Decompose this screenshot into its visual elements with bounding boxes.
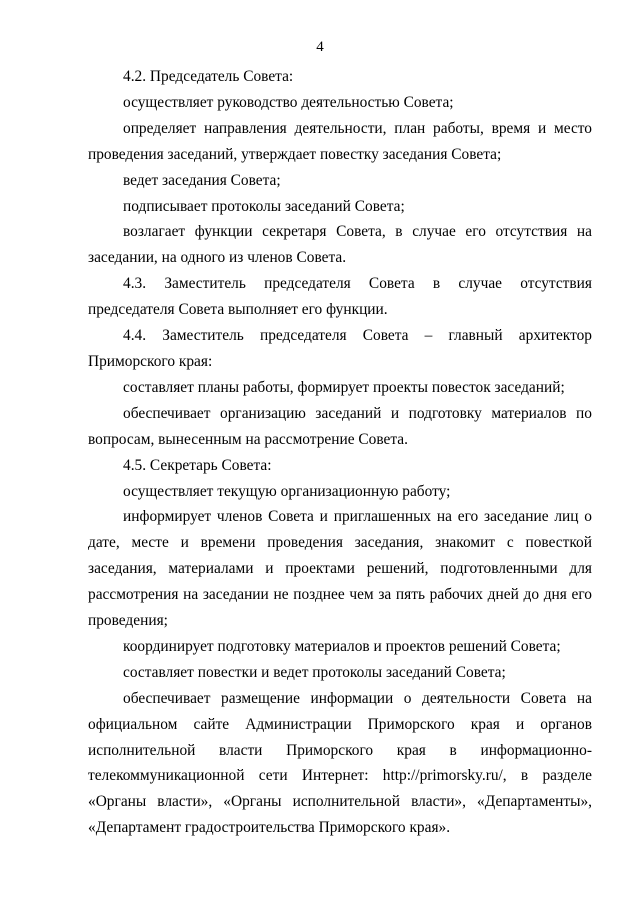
text-line: осуществляет текущую организационную работу; [123, 482, 451, 500]
text-line: информирует членов Совета и приглашенных на его заседание лиц о [123, 508, 592, 526]
text-line: составляет планы работы, формирует проекты повесток заседаний; [123, 378, 565, 396]
text-line: обеспечивает организацию заседаний и подготовку материалов по [123, 404, 592, 422]
text-line: 4.2. Председатель Совета: [123, 68, 294, 85]
text-line: «Департамент градостроительства Приморского края». [88, 819, 451, 837]
text-line: телекоммуникационной сети Интернет: http://primorsky.ru/, в разделе [88, 767, 592, 785]
page-number: 4 [316, 39, 324, 55]
text-line: дате, месте и времени проведения заседания, знакомит с повесткой [88, 534, 592, 552]
text-line: председателя Совета выполняет его функции. [88, 301, 388, 319]
text-line: координирует подготовку материалов и проектов решений Совета; [123, 637, 561, 655]
text-line: составляет повестки и ведет протоколы заседаний Совета; [123, 663, 506, 681]
document-body [88, 64, 592, 841]
text-line: заседании, на одного из членов Совета. [88, 249, 347, 267]
text-line: 4.3. Заместитель председателя Совета в случае отсутствия [123, 275, 592, 293]
text-line: исполнительной власти Приморского края в информационно- [88, 741, 592, 759]
text-line: заседания, материалами и проектами решений, подготовленными для [88, 560, 592, 578]
text-line: проведения; [88, 612, 168, 630]
text-line: подписывает протоколы заседаний Совета; [123, 197, 405, 215]
text-line: 4.4. Заместитель председателя Совета – главный архитектор [123, 327, 592, 345]
text-line: проведения заседаний, утверждает повестку заседания Совета; [88, 145, 502, 163]
text-line: определяет направления деятельности, план работы, время и место [123, 119, 592, 137]
text-line: ведет заседания Совета; [123, 171, 281, 189]
text-line: рассмотрения на заседании не позднее чем за пять рабочих дней до дня его [88, 586, 592, 604]
text-line: официальном сайте Администрации Приморского края и органов [88, 715, 592, 733]
text-line: осуществляет руководство деятельностью Совета; [123, 93, 454, 111]
text-line: обеспечивает размещение информации о деятельности Совета на [123, 689, 592, 707]
text-line: Приморского края: [88, 352, 213, 370]
text-line: 4.5. Секретарь Совета: [123, 456, 272, 474]
text-line: возлагает функции секретаря Совета, в случае его отсутствия на [123, 223, 592, 241]
text-line: вопросам, вынесенным на рассмотрение Совета. [88, 430, 408, 448]
text-line: «Органы власти», «Органы исполнительной власти», «Департаменты», [88, 793, 592, 811]
